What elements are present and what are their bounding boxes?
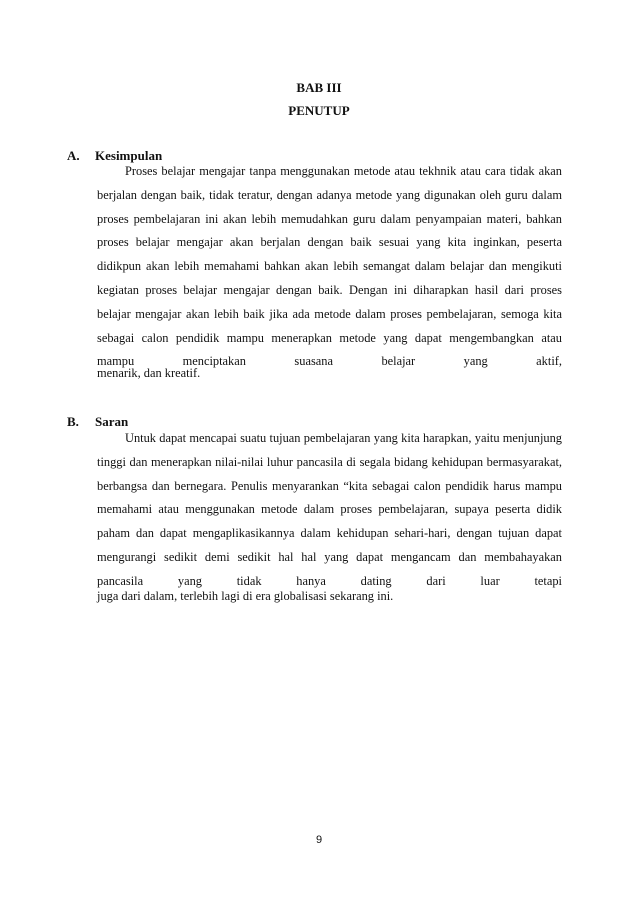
section-title: Kesimpulan [95,148,163,163]
section-letter: B. [67,414,79,429]
section-title: Saran [95,414,129,429]
paragraph-saran-last-line: juga dari dalam, terlebih lagi di era globalisasi sekarang ini. [97,589,394,603]
chapter-title: PENUTUP [288,103,350,118]
page-number: 9 [315,834,323,846]
chapter-label: BAB III [296,80,342,95]
paragraph-kesimpulan-last-line: menarik, dan kreatif. [97,366,201,380]
section-letter: A. [67,148,80,163]
paragraph-kesimpulan: Proses belajar mengajar tanpa menggunakan metode atau tekhnik atau cara tidak akan berjalan dengan baik, tidak teratur, dengan adanya metode yang digunakan oleh guru dalam proses pembelajaran ini akan lebih memudahkan guru dalam penyampaian materi, bahkan proses belajar mengajar akan berjalan dengan baik sesuai yang kita inginkan, peserta didikpun akan lebih memahami bahkan akan lebih semangat dalam belajar dan mengikuti kegiatan proses belajar mengajar dengan baik. Dengan ini diharapkan hasil dari proses belajar mengajar akan lebih baik jika ada metode dalam proses pembelajaran, semoga kita sebagai calon pendidik mampu menerapkan metode yang dapat mengembangkan atau mampu menciptakan suasana belajar yang aktif, [97,164,562,369]
paragraph-saran: Untuk dapat mencapai suatu tujuan pembelajaran yang kita harapkan, yaitu menjunjung tinggi dan menerapkan nilai-nilai luhur pancasila di segala bidang kehidupan bermasyarakat, berbangsa dan bernegara. Penulis menyarankan “kita sebagai calon pendidik harus mampu memahami atau menggunakan metode dalam proses pembelajaran, supaya peserta didik paham dan dapat mengaplikasikannya dalam kehidupan sehari-hari, dengan tujuan dapat mengurangi sedikit demi sedikit hal hal yang dapat mengancam dan membahayakan pancasila yang tidak hanya dating dari luar tetapi [97,431,562,588]
